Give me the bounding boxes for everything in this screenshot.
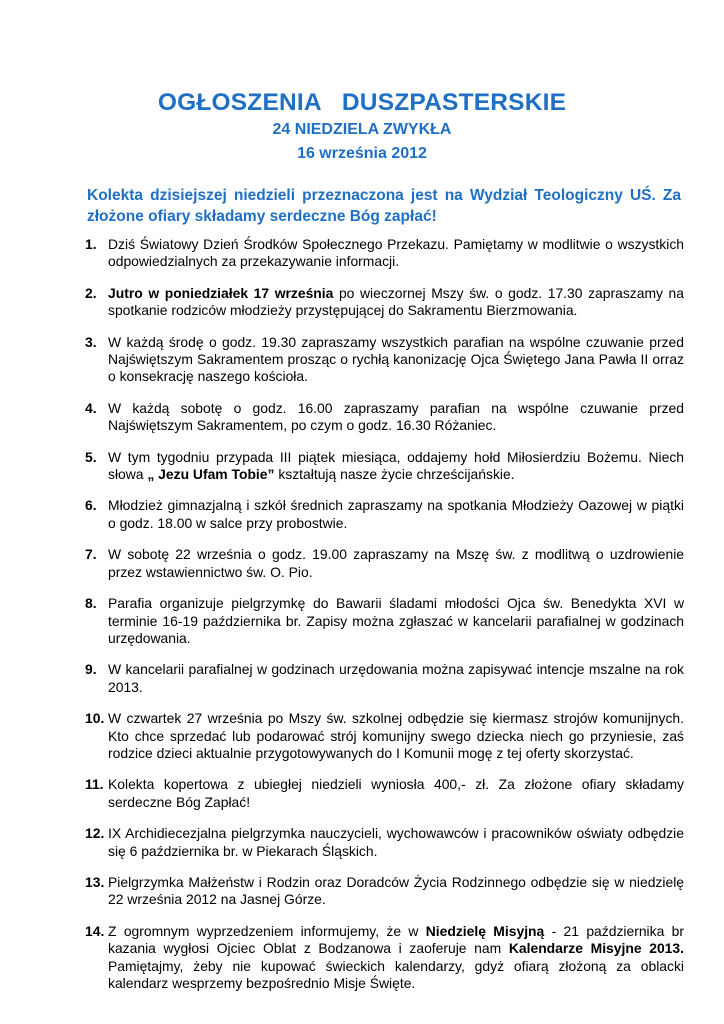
announcement-text-segment: W kancelarii parafialnej w godzinach urzędowania można zapisywać intencje mszalne na rok 2013. [108, 661, 684, 695]
announcement-number: 3. [85, 333, 97, 350]
announcement-item [84, 497, 684, 532]
announcement-number: 14. [85, 922, 105, 939]
announcement-item [84, 334, 684, 386]
announcement-number: 6. [85, 497, 97, 514]
announcement-text-segment: Pielgrzymka Małżeństw i Rodzin oraz Doradców Życia Rodzinnego odbędzie się w niedzielę 22 września 2012 na Jasnej Górze. [108, 873, 684, 908]
announcement-text [108, 776, 684, 809]
announcement-item [84, 285, 684, 320]
announcement-number: 12. [85, 825, 105, 842]
announcement-date: 16 września 2012 [297, 145, 427, 162]
announcement-text [108, 595, 684, 646]
announcement-text-segment: W sobotę 22 września o godz. 19.00 zapraszamy na Mszę św. z modlitwą o uzdrowienie przez wstawiennictwo św. O. Pio. [108, 546, 684, 580]
announcement-number: 1. [85, 236, 97, 252]
announcement-text-segment: W każdą sobotę o godz. 16.00 zapraszamy parafian na wspólne czuwanie przed Najświętszym Sakramentem, po czym o godz. 16.30 Różaniec. [108, 399, 684, 434]
announcement-text [108, 400, 684, 433]
liturgical-sunday: 24 NIEDZIELA ZWYKŁA [272, 121, 452, 138]
announcement-text-segment: W każdą środę o godz. 19.30 zapraszamy wszystkich parafian na wspólne czuwanie przed Najświętszym Sakramentem prosząc o rychłą kanonizację Ojca Świętego Jana Pawła II orraz o konsekrację naszego kościoła. [108, 333, 684, 385]
announcement-text-segment: kształtują nasze życie chrześcijańskie. [274, 466, 515, 483]
announcement-number: 9. [85, 661, 97, 678]
announcement-item [84, 874, 684, 909]
announcement-text [108, 449, 684, 482]
announcement-text [108, 334, 684, 385]
announcement-item [84, 400, 684, 435]
announcement-text-segment: W czwartek 27 września po Mszy św. szkolnej odbędzie się kiermasz strojów komunijnych. Kto chce sprzedać lub podarować strój komunijny swego dziecka niech go przyniesie, zaś rodzice dzieci aktualnie przygotowywanych do I Komunii mogę z tej oferty skorzystać. [108, 710, 684, 761]
announcement-text [108, 285, 684, 318]
announcement-text-segment: - 21 października br kazania wygłosi Ojciec Oblat z Bodzanowa i zaoferuje nam [108, 922, 684, 957]
announcement-emphasis: Kalendarze Misyjne 2013. [508, 940, 684, 957]
announcement-text-segment: IX Archidiecezjalna pielgrzymka nauczycieli, wychowawców i pracowników oświaty odbędzie się 6 października br. w Piekarach Śląskich. [108, 825, 684, 859]
announcement-number: 8. [85, 595, 97, 612]
announcements-list [84, 236, 684, 1006]
announcement-number: 7. [85, 546, 97, 563]
announcement-item [84, 825, 684, 860]
announcement-text-segment: Pamiętajmy, żeby nie kupować świeckich kalendarzy, gdyż ofiarą złożoną za oblacki kalendarz wesprzemy bezpośrednio Misje Święte. [108, 957, 684, 991]
announcement-emphasis: Jutro w poniedziałek 17 września [108, 284, 334, 301]
announcement-item [84, 546, 684, 581]
announcement-item [84, 595, 684, 647]
announcement-text [108, 497, 684, 530]
announcement-item [84, 236, 684, 271]
announcement-text [108, 546, 684, 579]
announcement-text-segment: Z ogromnym wyprzedzeniem informujemy, że w [108, 922, 426, 939]
announcement-text [108, 661, 684, 694]
announcement-emphasis: Niedzielę Misyjną [425, 922, 545, 939]
announcement-text-segment: Parafia organizuje pielgrzymkę do Bawarii śladami młodości Ojca św. Benedykta XVI w terminie 16-19 października br. Zapisy można zgłaszać w kancelarii parafialnej w godzinach urzędowania. [108, 595, 684, 646]
announcement-text [108, 710, 684, 761]
announcement-text-segment: Dziś Światowy Dzień Środków Społecznego Przekazu. Pamiętamy w modlitwie o wszystkich odpowiedzialnych za przekazywanie informacji. [108, 236, 684, 270]
announcement-number: 13. [85, 873, 105, 890]
announcement-text-segment: Młodzież gimnazjalną i szkół średnich zapraszamy na spotkania Młodzieży Oazowej w piątki o godz. 18.00 w salce przy probostwie. [108, 497, 684, 531]
announcement-item [84, 776, 684, 811]
announcement-number: 10. [85, 710, 105, 727]
page-title: OGŁOSZENIA DUSZPASTERSKIE [157, 89, 567, 116]
announcement-item [84, 710, 684, 762]
announcement-text [108, 923, 684, 991]
announcement-number: 2. [85, 284, 97, 301]
announcement-number: 5. [85, 448, 97, 465]
announcement-item [84, 449, 684, 484]
announcement-number: 4. [85, 399, 97, 416]
announcement-item [84, 661, 684, 696]
announcement-text-segment: W tym tygodniu przypada III piątek miesiąca, oddajemy hołd Miłosierdziu Bożemu. Niech słowa [108, 448, 684, 483]
announcement-text [108, 236, 684, 269]
announcement-emphasis: „ Jezu Ufam Tobie” [147, 466, 275, 483]
announcement-item [84, 923, 684, 993]
announcement-text-segment: po wieczornej Mszy św. o godz. 17.30 zapraszamy na spotkanie rodziców młodzieży przystępującej do Sakramentu Bierzmowania. [108, 284, 684, 319]
announcement-number: 11. [85, 776, 104, 793]
announcement-text-segment: Kolekta kopertowa z ubiegłej niedzieli wyniosła 400,- zł. Za złożone ofiary składamy serdeczne Bóg Zapłać! [108, 776, 684, 810]
announcement-text [108, 825, 684, 858]
collection-intro: Kolekta dzisiejszej niedzieli przeznaczona jest na Wydział Teologiczny UŚ. Za złożone ofiary składamy serdeczne Bóg zapłać! [87, 187, 681, 225]
announcement-text [108, 874, 684, 907]
